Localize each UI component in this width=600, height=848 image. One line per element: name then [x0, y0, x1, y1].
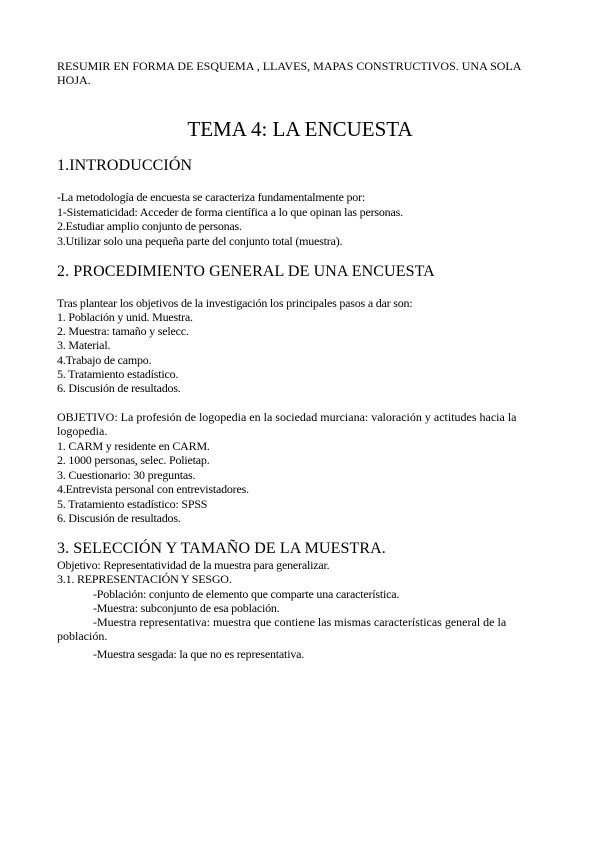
section-2-step: 2. Muestra: tamaño y selecc.	[57, 324, 189, 338]
section-3-subheading: 3.1. REPRESENTACIÓN Y SESGO.	[57, 572, 232, 586]
section-2-example: 6. Discusión de resultados.	[57, 511, 181, 525]
section-2-example: 5. Tratamiento estadístico: SPSS	[57, 497, 208, 511]
section-3-objective: Objetivo: Representatividad de la muestra para generalizar.	[57, 558, 330, 572]
definition-muestra: -Muestra: subconjunto de esa población.	[93, 601, 280, 615]
section-1-line: 3.Utilizar solo una pequeña parte del conjunto total (muestra).	[57, 234, 343, 248]
section-2-intro: Tras plantear los objetivos de la investigación los principales pasos a dar son:	[57, 296, 413, 310]
section-2-step: 5. Tratamiento estadístico.	[57, 367, 179, 381]
section-2-example: 2. 1000 personas, selec. Polietap.	[57, 453, 210, 467]
section-1-heading: 1.INTRODUCCIÓN	[57, 157, 193, 174]
section-2-example: 1. CARM y residente en CARM.	[57, 439, 210, 453]
section-2-step: 4.Trabajo de campo.	[57, 353, 152, 367]
section-1-line: -La metodología de encuesta se caracteriza fundamentalmente por:	[57, 190, 366, 204]
section-2-heading: 2. PROCEDIMIENTO GENERAL DE UNA ENCUESTA	[57, 263, 435, 280]
section-2-example: 4.Entrevista personal con entrevistadores.	[57, 482, 249, 496]
section-2-step: 6. Discusión de resultados.	[57, 381, 181, 395]
section-2-step: 3. Material.	[57, 338, 111, 352]
section-1-line: 1-Sistematicidad: Acceder de forma científica a lo que opinan las personas.	[57, 205, 403, 219]
section-1-line: 2.Estudiar amplio conjunto de personas.	[57, 219, 242, 233]
definition-poblacion: -Población: conjunto de elemento que comparte una característica.	[93, 587, 400, 601]
section-2-example: 3. Cuestionario: 30 preguntas.	[57, 468, 196, 482]
definition-muestra-representativa: -Muestra representativa: muestra que contiene las mismas características general de la población.	[57, 615, 507, 643]
instruction-text: RESUMIR EN FORMA DE ESQUEMA , LLAVES, MAPAS CONSTRUCTIVOS. UNA SOLA HOJA.	[57, 59, 521, 87]
section-2-objective: OBJETIVO: La profesión de logopedia en la sociedad murciana: valoración y actitudes hacia la logopedia.	[57, 410, 517, 438]
section-3-heading: 3. SELECCIÓN Y TAMAÑO DE LA MUESTRA.	[57, 540, 386, 557]
section-2-step: 1. Población y unid. Muestra.	[57, 310, 193, 324]
page-title: TEMA 4: LA ENCUESTA	[187, 117, 413, 141]
definition-muestra-sesgada: -Muestra sesgada: la que no es representativa.	[93, 647, 305, 661]
